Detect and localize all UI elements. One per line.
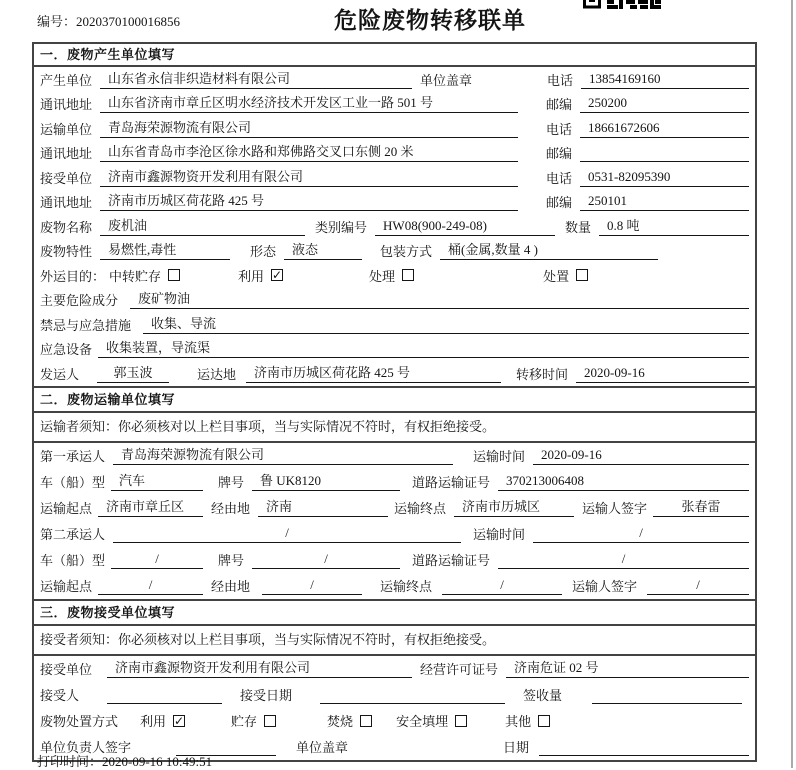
road-permit2-label: 道路运输证号 bbox=[412, 553, 491, 568]
hazard-component-label: 主要危险成分 bbox=[40, 293, 119, 309]
date-label: 日期 bbox=[503, 740, 530, 755]
shipper-row bbox=[34, 361, 755, 386]
category-code-label: 类别编号 bbox=[315, 219, 368, 235]
plate-number2-value: / bbox=[252, 550, 400, 569]
first-carrier-value: 青岛海荣源物流有限公司 bbox=[113, 446, 453, 465]
section1-header: 一．废物产生单位填写 bbox=[34, 44, 755, 67]
transport-time1-label: 运输时间 bbox=[473, 449, 526, 464]
category-code-value: HW08(900-249-08) bbox=[375, 217, 555, 236]
road-permit2-value: / bbox=[498, 550, 749, 569]
transporter-phone-label: 电话 bbox=[546, 121, 573, 137]
receiver-unit-label: 接受单位 bbox=[40, 170, 93, 186]
via1-label: 经由地 bbox=[211, 501, 251, 516]
disposal-storage-box-icon bbox=[264, 715, 276, 727]
print-time-value: 2020-09-16 10:49:51 bbox=[102, 754, 213, 769]
taboo-measures-value: 收集、导流 bbox=[143, 315, 749, 334]
transport-time2-label: 运输时间 bbox=[473, 527, 526, 542]
vehicle2-row bbox=[34, 547, 755, 573]
first-carrier-row bbox=[34, 443, 755, 469]
carrier-sign1-label: 运输人签字 bbox=[582, 501, 648, 516]
transfer-form-table bbox=[32, 42, 757, 762]
origin2-label: 运输起点 bbox=[40, 579, 93, 594]
receiver-zip-value: 250101 bbox=[580, 192, 749, 211]
taboo-measures-row bbox=[34, 312, 755, 337]
transporter-notice: 运输者须知：你必须核对以上栏目事项，当与实际情况不符时，有权拒绝接受。 bbox=[34, 413, 755, 443]
waste-property-value: 易燃性,毒性 bbox=[100, 241, 230, 260]
purpose-treatment-box-icon bbox=[402, 269, 414, 281]
road-permit1-label: 道路运输证号 bbox=[412, 475, 491, 490]
transporter-phone-value: 18661672606 bbox=[580, 119, 749, 138]
endpoint1-value: 济南市历城区 bbox=[454, 498, 574, 517]
transporter-unit-label: 运输单位 bbox=[40, 121, 93, 137]
producer-unit-row bbox=[34, 67, 755, 92]
producer-address-row bbox=[34, 92, 755, 117]
disposal-landfill-checkbox bbox=[396, 711, 467, 730]
carrier-sign2-label: 运输人签字 bbox=[572, 579, 638, 594]
producer-zip-label: 邮编 bbox=[546, 97, 573, 113]
waste-property-label: 废物特性 bbox=[40, 244, 93, 260]
physical-form-label: 形态 bbox=[250, 244, 277, 260]
disposal-incineration-checkbox bbox=[327, 711, 372, 730]
producer-unit-label: 产生单位 bbox=[40, 72, 93, 88]
business-permit-value: 济南危证 02 号 bbox=[506, 659, 749, 678]
quantity-label: 数量 bbox=[565, 219, 592, 235]
second-carrier-row bbox=[34, 521, 755, 547]
disposal-other-box-icon bbox=[538, 715, 550, 727]
transporter-address-row bbox=[34, 141, 755, 166]
emergency-equipment-value: 收集装置，导流渠 bbox=[98, 339, 749, 358]
accept-person-value bbox=[107, 685, 222, 704]
producer-address-value: 山东省济南市章丘区明水经济技术开发区工业一路 501 号 bbox=[100, 94, 518, 113]
producer-unit-value: 山东省永信非织造材料有限公司 bbox=[100, 70, 412, 89]
purpose-reuse-label: 利用 bbox=[238, 268, 265, 284]
waste-name-row bbox=[34, 214, 755, 239]
destination-label: 运达地 bbox=[197, 366, 237, 382]
shipper-label: 发运人 bbox=[40, 366, 80, 382]
second-carrier-value: / bbox=[113, 524, 461, 543]
disposal-landfill-label: 安全填埋 bbox=[396, 714, 449, 729]
producer-phone-value: 13854169160 bbox=[581, 70, 749, 89]
transfer-purpose-label: 外运目的： bbox=[40, 268, 106, 284]
purpose-transit-storage-checkbox bbox=[109, 266, 180, 285]
transport-time2-value: / bbox=[533, 524, 749, 543]
accept-date-label: 接受日期 bbox=[240, 688, 293, 703]
page-edge-line bbox=[791, 0, 793, 768]
chief-signature-label: 单位负责人签字 bbox=[40, 740, 132, 755]
plate-number2-label: 牌号 bbox=[218, 553, 245, 568]
transfer-time-value: 2020-09-16 bbox=[576, 364, 749, 383]
form-title: 危险废物转移联单 bbox=[334, 8, 526, 33]
waste-name-value: 废机油 bbox=[100, 217, 305, 236]
producer-zip-value: 250200 bbox=[580, 94, 749, 113]
endpoint2-value: / bbox=[442, 576, 562, 595]
purpose-disposal-checkbox bbox=[543, 266, 588, 285]
form-header bbox=[0, 0, 796, 42]
serial-label: 编号： bbox=[37, 14, 77, 29]
disposal-other-checkbox bbox=[505, 711, 550, 730]
receiver-unit-row bbox=[34, 165, 755, 190]
transfer-time-label: 转移时间 bbox=[516, 366, 569, 382]
receiver-phone-value: 0531-82095390 bbox=[580, 168, 749, 187]
packing-method-value: 桶(金属,数量 4 ) bbox=[440, 241, 658, 260]
disposal-incineration-box-icon bbox=[360, 715, 372, 727]
plate-number1-value: 鲁 UK8120 bbox=[252, 472, 400, 491]
disposal-storage-label: 贮存 bbox=[231, 714, 258, 729]
disposal-method-row bbox=[34, 708, 755, 734]
endpoint2-label: 运输终点 bbox=[380, 579, 433, 594]
purpose-transit-storage-box-icon bbox=[168, 269, 180, 281]
unit-seal2-label: 单位盖章 bbox=[296, 740, 349, 755]
second-carrier-label: 第二承运人 bbox=[40, 527, 106, 542]
purpose-transit-storage-label: 中转贮存 bbox=[109, 268, 162, 284]
print-time bbox=[37, 751, 212, 770]
accept-person-label: 接受人 bbox=[40, 688, 80, 703]
receiver-zip-label: 邮编 bbox=[546, 195, 573, 211]
via1-value: 济南 bbox=[258, 498, 388, 517]
purpose-reuse-checkbox bbox=[238, 266, 283, 285]
accept-unit-value: 济南市鑫源物资开发利用有限公司 bbox=[107, 659, 412, 678]
destination-value: 济南市历城区荷花路 425 号 bbox=[246, 364, 501, 383]
receiver-unit-value: 济南市鑫源物资开发利用有限公司 bbox=[100, 168, 518, 187]
origin1-label: 运输起点 bbox=[40, 501, 93, 516]
emergency-equipment-row bbox=[34, 337, 755, 362]
serial-value: 2020370100016856 bbox=[76, 14, 181, 29]
plate-number1-label: 牌号 bbox=[218, 475, 245, 490]
receiver-address-value: 济南市历城区荷花路 425 号 bbox=[100, 192, 518, 211]
receiver-address-row bbox=[34, 190, 755, 215]
accept-person-row bbox=[34, 682, 755, 708]
road-permit1-value: 370213006408 bbox=[498, 472, 749, 491]
receiver-phone-label: 电话 bbox=[546, 170, 573, 186]
accept-unit-row bbox=[34, 656, 755, 682]
section2-header: 二．废物运输单位填写 bbox=[34, 386, 755, 413]
business-permit-label: 经营许可证号 bbox=[420, 662, 499, 677]
physical-form-value: 液态 bbox=[284, 241, 362, 260]
vehicle-type1-label: 车（船）型 bbox=[40, 475, 106, 490]
taboo-measures-label: 禁忌与应急措施 bbox=[40, 317, 132, 333]
via2-value: / bbox=[262, 576, 362, 595]
disposal-incineration-label: 焚烧 bbox=[327, 714, 354, 729]
disposal-method-label: 废物处置方式 bbox=[40, 714, 119, 729]
via2-label: 经由地 bbox=[211, 579, 251, 594]
waste-property-row bbox=[34, 239, 755, 264]
signed-amount-value bbox=[592, 685, 742, 704]
accept-unit-label: 接受单位 bbox=[40, 662, 93, 677]
vehicle1-row bbox=[34, 469, 755, 495]
transporter-address-value: 山东省青岛市李沧区徐水路和郑佛路交叉口东侧 20 米 bbox=[100, 143, 518, 162]
serial-number bbox=[37, 11, 180, 30]
endpoint1-label: 运输终点 bbox=[394, 501, 447, 516]
waste-name-label: 废物名称 bbox=[40, 219, 93, 235]
transporter-unit-row bbox=[34, 116, 755, 141]
accept-date-value bbox=[320, 685, 505, 704]
vehicle-type2-value: / bbox=[111, 550, 203, 569]
signed-amount-label: 签收量 bbox=[523, 688, 563, 703]
producer-phone-label: 电话 bbox=[547, 72, 574, 88]
transfer-purpose-row bbox=[34, 263, 755, 288]
disposal-reuse-box-icon: ✓ bbox=[174, 713, 185, 728]
emergency-equipment-label: 应急设备 bbox=[40, 342, 93, 358]
disposal-reuse-checkbox bbox=[140, 711, 185, 730]
first-carrier-label: 第一承运人 bbox=[40, 449, 106, 464]
route2-row bbox=[34, 573, 755, 599]
disposal-storage-checkbox bbox=[231, 711, 276, 730]
route1-row bbox=[34, 495, 755, 521]
unit-seal-label: 单位盖章 bbox=[420, 72, 473, 88]
section3-header: 三．废物接受单位填写 bbox=[34, 599, 755, 626]
qr-code-icon bbox=[583, 0, 661, 9]
packing-method-label: 包装方式 bbox=[380, 244, 433, 260]
disposal-reuse-label: 利用 bbox=[140, 714, 167, 729]
transporter-zip-label: 邮编 bbox=[546, 146, 573, 162]
purpose-reuse-box-icon: ✓ bbox=[272, 268, 283, 283]
carrier-sign1-value: 张春雷 bbox=[653, 498, 749, 517]
purpose-disposal-label: 处置 bbox=[543, 268, 570, 284]
transport-time1-value: 2020-09-16 bbox=[533, 446, 749, 465]
disposal-landfill-box-icon bbox=[455, 715, 467, 727]
transporter-unit-value: 青岛海荣源物流有限公司 bbox=[100, 119, 518, 138]
producer-address-label: 通讯地址 bbox=[40, 97, 93, 113]
purpose-treatment-label: 处理 bbox=[369, 268, 396, 284]
shipper-value: 郭玉波 bbox=[97, 364, 169, 383]
carrier-sign2-value: / bbox=[647, 576, 749, 595]
vehicle-type1-value: 汽车 bbox=[111, 472, 203, 491]
disposal-other-label: 其他 bbox=[505, 714, 532, 729]
hazard-component-row bbox=[34, 288, 755, 313]
receiver-notice: 接受者须知：你必须核对以上栏目事项，当与实际情况不符时，有权拒绝接受。 bbox=[34, 626, 755, 656]
purpose-disposal-box-icon bbox=[576, 269, 588, 281]
origin2-value: / bbox=[98, 576, 203, 595]
vehicle-type2-label: 车（船）型 bbox=[40, 553, 106, 568]
receiver-address-label: 通讯地址 bbox=[40, 195, 93, 211]
quantity-value: 0.8 吨 bbox=[599, 217, 749, 236]
hazard-component-value: 废矿物油 bbox=[130, 290, 749, 309]
print-time-label: 打印时间： bbox=[37, 754, 103, 769]
purpose-treatment-checkbox bbox=[369, 266, 414, 285]
transporter-address-label: 通讯地址 bbox=[40, 146, 93, 162]
transporter-zip-value bbox=[580, 143, 749, 162]
origin1-value: 济南市章丘区 bbox=[98, 498, 203, 517]
date-value bbox=[539, 737, 749, 756]
